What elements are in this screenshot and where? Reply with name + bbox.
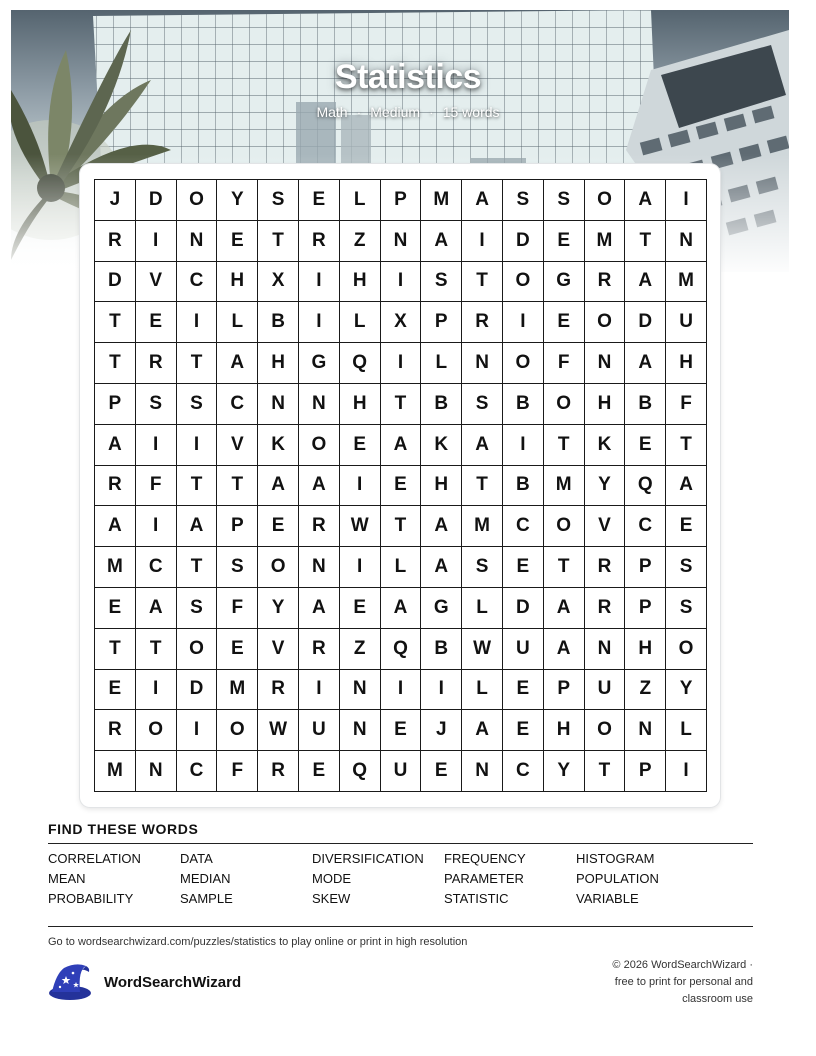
page-title: Statistics [334,58,482,96]
grid-cell[interactable]: R [462,302,503,343]
grid-cell[interactable]: K [421,425,462,466]
grid-cell[interactable]: O [585,180,626,221]
grid-cell[interactable]: S [217,547,258,588]
grid-cell[interactable]: K [258,425,299,466]
grid-cell[interactable]: S [258,180,299,221]
grid-cell[interactable]: M [666,262,707,303]
grid-cell[interactable]: T [544,547,585,588]
grid-cell[interactable]: A [258,466,299,507]
grid-cell[interactable]: H [625,629,666,670]
grid-cell[interactable]: O [585,710,626,751]
grid-cell[interactable]: H [666,343,707,384]
grid-cell[interactable]: I [299,302,340,343]
grid-cell[interactable]: A [217,343,258,384]
grid-cell[interactable]: H [421,466,462,507]
grid-cell[interactable]: P [625,588,666,629]
grid-cell[interactable]: A [462,425,503,466]
grid-cell[interactable]: R [95,221,136,262]
grid-cell[interactable]: S [544,180,585,221]
grid-cell[interactable]: L [462,588,503,629]
grid-cell[interactable]: T [381,384,422,425]
grid-cell[interactable]: H [217,262,258,303]
grid-cell[interactable]: D [95,262,136,303]
grid-cell[interactable]: T [217,466,258,507]
word-item: STATISTIC [444,891,509,906]
grid-cell[interactable]: V [217,425,258,466]
grid-cell[interactable]: G [299,343,340,384]
grid-cell[interactable]: B [625,384,666,425]
grid-cell[interactable]: I [381,343,422,384]
brand-name: WordSearchWizard [104,973,242,991]
grid-cell[interactable]: P [421,302,462,343]
grid-cell[interactable]: A [544,588,585,629]
grid-cell[interactable]: I [136,670,177,711]
wizard-hat-icon [46,962,92,1002]
grid-cell[interactable]: N [136,751,177,792]
grid-cell[interactable]: N [177,221,218,262]
grid-cell[interactable]: S [421,262,462,303]
grid-cell[interactable]: H [340,262,381,303]
grid-cell[interactable]: E [666,506,707,547]
grid-cell[interactable]: Q [625,466,666,507]
grid-cell[interactable]: A [381,425,422,466]
grid-cell[interactable]: A [625,343,666,384]
grid-cell[interactable]: A [462,710,503,751]
grid-cell[interactable]: E [503,670,544,711]
grid-cell[interactable]: W [462,629,503,670]
grid-cell[interactable]: E [544,221,585,262]
grid-cell[interactable]: U [503,629,544,670]
grid-cell[interactable]: H [585,384,626,425]
grid-cell[interactable]: Q [340,343,381,384]
word-item: POPULATION [576,871,659,886]
grid-cell[interactable]: O [503,262,544,303]
grid-cell[interactable]: E [95,588,136,629]
grid-cell[interactable]: T [462,262,503,303]
grid-cell[interactable]: E [381,466,422,507]
grid-cell[interactable]: R [299,629,340,670]
grid-cell[interactable]: A [136,588,177,629]
word-item: MEDIAN [180,871,231,886]
grid-cell[interactable]: N [381,221,422,262]
grid-cell[interactable]: S [177,588,218,629]
grid-cell[interactable]: Z [340,221,381,262]
grid-cell[interactable]: I [421,670,462,711]
grid-cell[interactable]: N [625,710,666,751]
grid-cell[interactable]: P [544,670,585,711]
grid-cell[interactable]: R [258,670,299,711]
word-list [48,851,728,911]
grid-cell[interactable]: Q [340,751,381,792]
grid-cell[interactable]: C [177,262,218,303]
grid-cell[interactable]: B [421,629,462,670]
grid-cell[interactable]: C [177,751,218,792]
grid-cell[interactable]: T [258,221,299,262]
grid-cell[interactable]: T [95,629,136,670]
divider [48,843,753,844]
grid-cell[interactable]: Y [258,588,299,629]
word-item: HISTOGRAM [576,851,655,866]
grid-cell[interactable]: V [136,262,177,303]
grid-cell[interactable]: N [299,384,340,425]
grid-cell[interactable]: M [462,506,503,547]
word-item: CORRELATION [48,851,141,866]
grid-cell[interactable]: F [217,751,258,792]
grid-cell[interactable]: O [585,302,626,343]
grid-cell[interactable]: N [340,670,381,711]
meta-separator: · [429,104,434,120]
grid-cell[interactable]: I [381,670,422,711]
copyright [553,957,753,1008]
grid-cell[interactable]: M [95,751,136,792]
word-item: DIVERSIFICATION [312,851,424,866]
grid-cell[interactable]: L [421,343,462,384]
grid-cell[interactable]: T [462,466,503,507]
grid-cell[interactable]: G [421,588,462,629]
grid-cell[interactable]: A [421,547,462,588]
grid-cell[interactable]: D [503,221,544,262]
grid-cell[interactable]: P [625,751,666,792]
grid-cell[interactable]: Y [217,180,258,221]
grid-cell[interactable]: T [95,343,136,384]
grid-cell[interactable]: H [340,384,381,425]
grid-cell[interactable]: T [177,547,218,588]
grid-cell[interactable]: O [177,180,218,221]
grid-cell[interactable]: U [299,710,340,751]
grid-cell[interactable]: J [421,710,462,751]
grid-cell[interactable]: Z [625,670,666,711]
grid-cell[interactable]: L [217,302,258,343]
grid-cell[interactable]: O [503,343,544,384]
word-item: PROBABILITY [48,891,134,906]
grid-cell[interactable]: M [217,670,258,711]
grid-cell[interactable]: T [136,629,177,670]
grid-cell[interactable]: E [625,425,666,466]
grid-cell[interactable]: B [258,302,299,343]
grid-cell[interactable]: E [136,302,177,343]
grid-cell[interactable]: N [585,629,626,670]
grid-cell[interactable]: C [136,547,177,588]
word-item: FREQUENCY [444,851,526,866]
grid-cell[interactable]: N [585,343,626,384]
grid-cell[interactable]: Y [544,751,585,792]
grid-cell[interactable]: F [136,466,177,507]
grid-cell[interactable]: F [666,384,707,425]
word-item: VARIABLE [576,891,639,906]
grid-cell[interactable]: W [258,710,299,751]
grid-cell[interactable]: E [503,710,544,751]
grid-cell[interactable]: T [585,751,626,792]
grid-cell[interactable]: D [625,302,666,343]
grid-cell[interactable]: Y [666,670,707,711]
grid-cell[interactable]: A [666,466,707,507]
grid-cell[interactable]: T [625,221,666,262]
grid-cell[interactable]: K [585,425,626,466]
grid-cell[interactable]: R [299,221,340,262]
grid-cell[interactable]: O [544,384,585,425]
grid-cell[interactable]: H [258,343,299,384]
grid-cell[interactable]: N [299,547,340,588]
grid-cell[interactable]: P [217,506,258,547]
grid-cell[interactable]: I [177,302,218,343]
grid-cell[interactable]: T [544,425,585,466]
copyright-line: classroom use [682,993,753,1005]
grid-cell[interactable]: P [381,180,422,221]
grid-cell[interactable]: E [299,751,340,792]
grid-cell[interactable]: A [421,221,462,262]
grid-cell[interactable]: Q [381,629,422,670]
grid-cell[interactable]: D [136,180,177,221]
grid-cell[interactable]: A [299,588,340,629]
grid-cell[interactable]: R [585,262,626,303]
grid-cell[interactable]: A [299,466,340,507]
grid-cell[interactable]: E [95,670,136,711]
grid-cell[interactable]: C [503,506,544,547]
grid-cell[interactable]: A [381,588,422,629]
grid-cell[interactable]: I [381,262,422,303]
grid-cell[interactable]: V [585,506,626,547]
grid-cell[interactable]: I [666,751,707,792]
grid-cell[interactable]: E [217,221,258,262]
grid-cell[interactable]: M [544,466,585,507]
grid-cell[interactable]: I [136,506,177,547]
grid-cell[interactable]: R [585,588,626,629]
grid-cell[interactable]: U [585,670,626,711]
letter-grid[interactable] [94,179,707,792]
grid-cell[interactable]: M [421,180,462,221]
grid-cell[interactable]: I [299,262,340,303]
footer-link[interactable]: Go to wordsearchwizard.com/puzzles/statistics to play online or print in high resolution [48,936,468,948]
grid-cell[interactable]: E [217,629,258,670]
grid-cell[interactable]: G [544,262,585,303]
grid-cell[interactable]: O [258,547,299,588]
grid-cell[interactable]: Y [585,466,626,507]
brand[interactable] [46,962,241,1002]
grid-cell[interactable]: F [217,588,258,629]
grid-cell[interactable]: I [299,670,340,711]
grid-cell[interactable]: W [340,506,381,547]
grid-cell[interactable]: I [340,466,381,507]
grid-cell[interactable]: N [666,221,707,262]
word-item: PARAMETER [444,871,524,886]
grid-cell[interactable]: O [544,506,585,547]
grid-cell[interactable]: O [666,629,707,670]
grid-cell[interactable]: E [340,425,381,466]
puzzle-meta [0,104,816,120]
grid-cell[interactable]: A [462,180,503,221]
grid-cell[interactable]: T [95,302,136,343]
copyright-line: free to print for personal and [614,976,753,988]
grid-cell[interactable]: E [299,180,340,221]
grid-cell[interactable]: A [95,425,136,466]
grid-cell[interactable]: N [462,751,503,792]
grid-cell[interactable]: X [381,302,422,343]
puzzle-difficulty: Medium [370,104,421,120]
grid-cell[interactable]: T [177,343,218,384]
grid-cell[interactable]: N [462,343,503,384]
grid-cell[interactable]: B [503,384,544,425]
word-list-heading: FIND THESE WORDS [48,821,199,837]
grid-cell[interactable]: X [258,262,299,303]
word-item: SKEW [312,891,351,906]
grid-cell[interactable]: V [258,629,299,670]
grid-cell[interactable]: A [544,629,585,670]
grid-cell[interactable]: E [340,588,381,629]
grid-cell[interactable]: U [666,302,707,343]
grid-cell[interactable]: M [95,547,136,588]
grid-cell[interactable]: O [217,710,258,751]
grid-cell[interactable]: N [340,710,381,751]
grid-cell[interactable]: I [136,425,177,466]
grid-cell[interactable]: C [217,384,258,425]
grid-cell[interactable]: B [503,466,544,507]
grid-cell[interactable]: R [258,751,299,792]
grid-cell[interactable]: O [299,425,340,466]
divider [48,926,753,927]
grid-cell[interactable]: J [95,180,136,221]
grid-cell[interactable]: E [421,751,462,792]
word-item: DATA [180,851,213,866]
grid-cell[interactable]: H [544,710,585,751]
grid-cell[interactable]: I [503,302,544,343]
grid-cell[interactable]: R [585,547,626,588]
grid-cell[interactable]: S [666,547,707,588]
grid-cell[interactable]: D [503,588,544,629]
puzzle-word-count: 15 words [442,104,500,120]
grid-cell[interactable]: S [462,547,503,588]
meta-separator: · [356,104,362,120]
grid-cell[interactable]: C [625,506,666,547]
copyright-line: © 2026 WordSearchWizard · [612,959,753,971]
grid-cell[interactable]: I [177,710,218,751]
grid-cell[interactable]: E [258,506,299,547]
grid-cell[interactable]: T [666,425,707,466]
grid-cell[interactable]: S [666,588,707,629]
word-item: SAMPLE [180,891,233,906]
grid-cell[interactable]: T [177,466,218,507]
grid-cell[interactable]: I [340,547,381,588]
grid-cell[interactable]: I [462,221,503,262]
grid-cell[interactable]: E [544,302,585,343]
grid-cell[interactable]: S [177,384,218,425]
grid-cell[interactable]: D [177,670,218,711]
grid-cell[interactable]: E [381,710,422,751]
grid-cell[interactable]: L [381,547,422,588]
word-item: MEAN [48,871,86,886]
grid-cell[interactable]: R [299,506,340,547]
grid-cell[interactable]: C [503,751,544,792]
grid-cell[interactable]: O [136,710,177,751]
grid-cell[interactable]: R [95,710,136,751]
grid-cell[interactable]: R [136,343,177,384]
grid-cell[interactable]: I [177,425,218,466]
grid-cell[interactable]: A [177,506,218,547]
grid-cell[interactable]: L [666,710,707,751]
grid-cell[interactable]: O [177,629,218,670]
grid-cell[interactable]: I [666,180,707,221]
grid-cell[interactable]: A [95,506,136,547]
grid-cell[interactable]: L [340,302,381,343]
grid-cell[interactable]: B [421,384,462,425]
grid-cell[interactable]: R [95,466,136,507]
grid-cell[interactable]: A [625,262,666,303]
grid-cell[interactable]: Z [340,629,381,670]
grid-cell[interactable]: S [462,384,503,425]
puzzle-category: Math [316,104,348,120]
grid-cell[interactable]: I [136,221,177,262]
grid-cell[interactable]: N [258,384,299,425]
grid-cell[interactable]: T [381,506,422,547]
grid-cell[interactable]: E [503,547,544,588]
grid-cell[interactable]: A [421,506,462,547]
grid-cell[interactable]: A [625,180,666,221]
grid-cell[interactable]: P [625,547,666,588]
grid-cell[interactable]: L [462,670,503,711]
word-item: MODE [312,871,351,886]
grid-cell[interactable]: S [503,180,544,221]
grid-cell[interactable]: M [585,221,626,262]
grid-cell[interactable]: U [381,751,422,792]
grid-cell[interactable]: F [544,343,585,384]
grid-cell[interactable]: S [136,384,177,425]
grid-cell[interactable]: I [503,425,544,466]
grid-cell[interactable]: P [95,384,136,425]
grid-cell[interactable]: L [340,180,381,221]
